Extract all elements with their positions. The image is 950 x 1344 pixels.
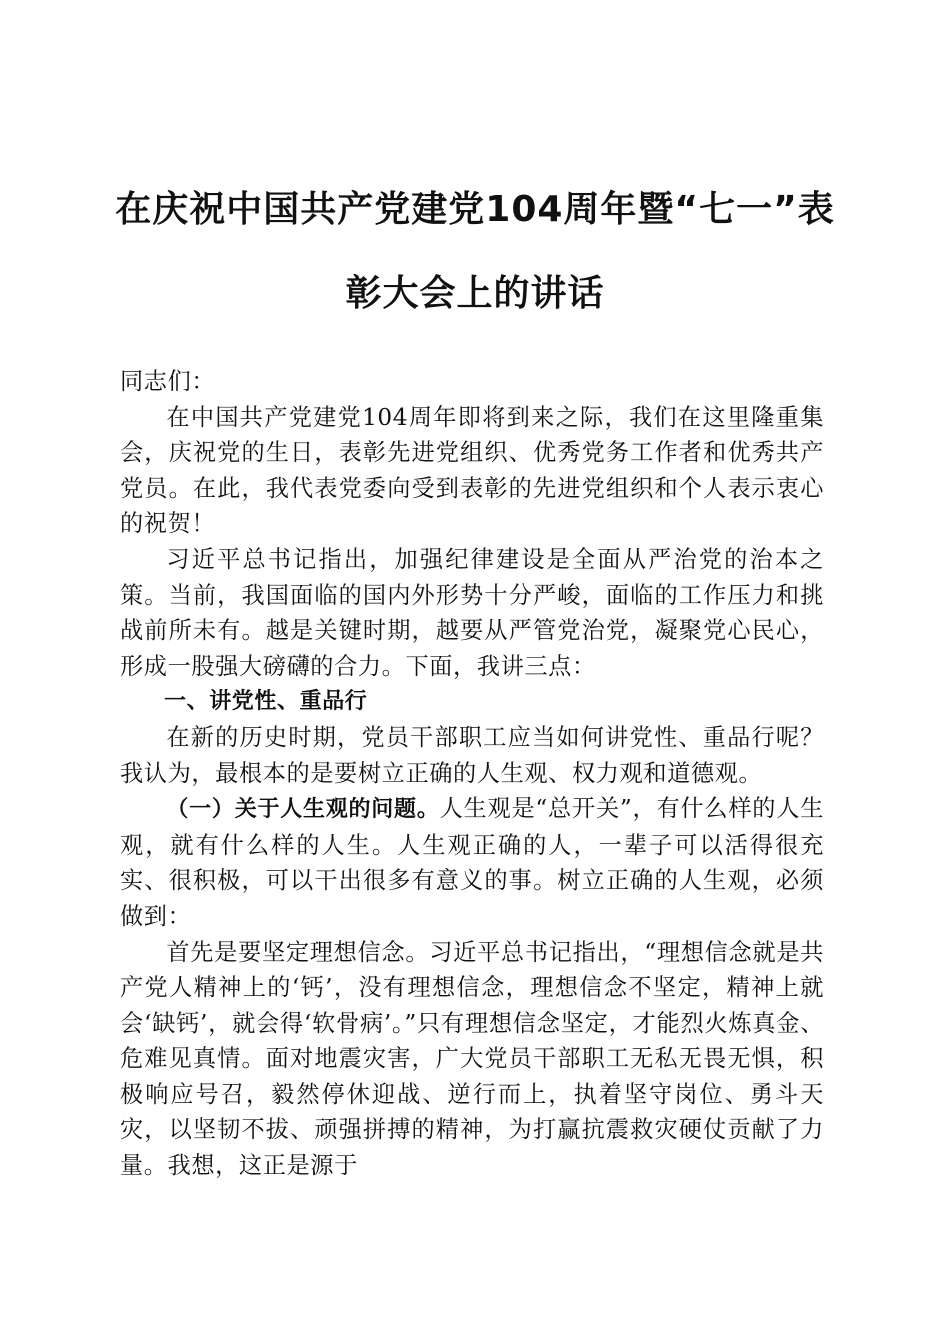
subsection-1-text: 人生观是“总开关”，有什么样的人生观，就有什么样的人生。人生观正确的人，一辈子可以活得很充实、很积极，可以干出很多有意义的事。树立正确的人生观，必须做到： xyxy=(120,795,824,930)
salutation: 同志们： xyxy=(120,368,216,395)
paragraph-ideals: 首先是要坚定理想信念。习近平总书记指出，“理想信念就是共产党人精神上的‘钙’，没有理想信念，理想信念不坚定，精神上就会‘缺钙’，就会得‘软骨病’。”只有理想信念坚定，才能烈火炼真金、危难见真情。面对地震灾害，广大党员干部职工无私无畏无惧，积极响应号召，毅然停休迎战、逆行而上，执着坚守岗位、勇斗天灾，以坚韧不拔、顽强拼搏的精神，为打赢抗震救灾硬仗贡献了力量。我想，这正是源于 xyxy=(120,938,824,1180)
section-1-intro: 在新的历史时期，党员干部职工应当如何讲党性、重品行呢？我认为，最根本的是要树立正确的人生观、权力观和道德观。 xyxy=(120,723,824,787)
paragraph-context: 习近平总书记指出，加强纪律建设是全面从严治党的治本之策。当前，我国面临的国内外形势十分严峻，面临的工作压力和挑战前所未有。越是关键时期，越要从严管党治党，凝聚党心民心，形成一股强大磅礴的合力。下面，我讲三点： xyxy=(120,545,824,680)
section-heading-1: 一、讲党性、重品行 xyxy=(164,689,368,715)
document-title xyxy=(110,168,840,336)
paragraph-opening: 在中国共产党建党104周年即将到来之际，我们在这里隆重集会，庆祝党的生日，表彰先进党组织、优秀党务工作者和优秀共产党员。在此，我代表党委向受到表彰的先进党组织和个人表示衷心的祝贺！ xyxy=(120,403,824,538)
subsection-1-lead: （一）关于人生观的问题。 xyxy=(166,797,440,823)
document-body xyxy=(120,364,824,1184)
title-line-1: 在庆祝中国共产党建党104周年暨“七一”表 xyxy=(115,189,835,230)
subsection-1 xyxy=(120,791,824,934)
title-line-2: 彰大会上的讲话 xyxy=(345,273,605,314)
